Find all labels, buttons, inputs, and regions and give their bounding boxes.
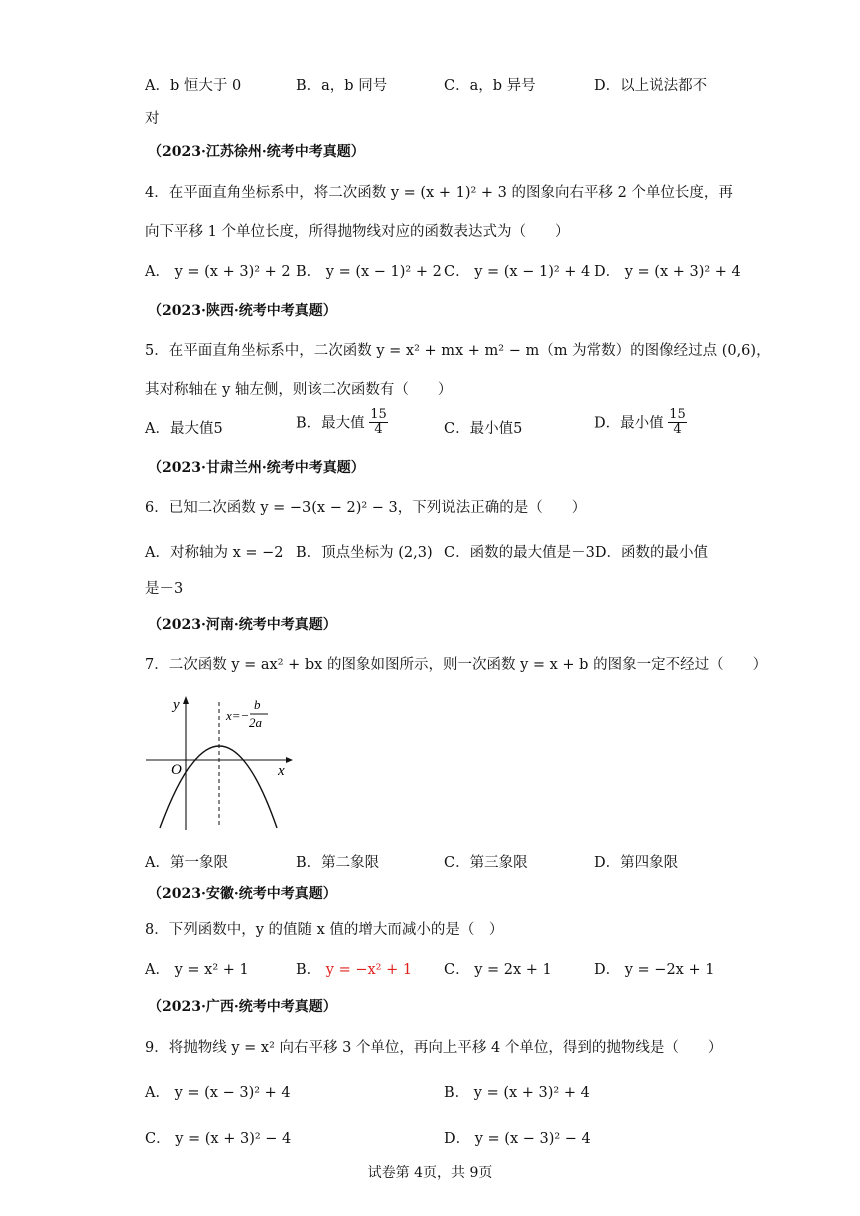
q8-option-c: C． y = 2x + 1 <box>444 962 552 978</box>
q4-option-d: D． y = (x + 3)² + 4 <box>594 264 741 280</box>
q9-option-a: A． y = (x − 3)² + 4 <box>145 1085 291 1101</box>
q5-option-b-fraction <box>369 408 388 436</box>
q8-option-a: A． y = x² + 1 <box>145 962 249 978</box>
q8-stem: 8．下列函数中，y 的值随 x 值的增大而减小的是（ ） <box>145 922 504 938</box>
q9-option-d: D． y = (x − 3)² − 4 <box>444 1131 591 1147</box>
q6-source: （2023·甘肃兰州·统考中考真题） <box>148 460 365 476</box>
q8-option-b-formula: y = −x² + 1 <box>325 962 413 978</box>
x-axis-label: x <box>278 763 285 779</box>
q5-option-a: A．最大值5 <box>145 421 223 437</box>
x-axis-arrow-icon <box>286 757 293 763</box>
q6-option-a: A．对称轴为 x = −2 <box>145 545 284 561</box>
fraction-numerator: 15 <box>669 407 686 422</box>
q8-option-b <box>296 958 412 979</box>
q5-option-b-label: B．最大值 <box>296 415 365 432</box>
fraction-numerator: 15 <box>370 407 387 422</box>
q7-option-a: A．第一象限 <box>145 855 228 871</box>
symmetry-axis-numerator: b <box>254 697 261 712</box>
q5-option-d-label: D．最小值 <box>594 415 664 432</box>
y-axis-arrow-icon <box>183 696 189 704</box>
q4-stem-line1: 4．在平面直角坐标系中，将二次函数 y = (x + 1)² + 3 的图象向右平移 2 个单位长度，再 <box>145 185 733 201</box>
q4-option-c: C． y = (x − 1)² + 4 <box>444 264 591 280</box>
symmetry-axis-denominator: 2a <box>249 715 262 730</box>
q3-option-c: C．a，b 异号 <box>444 78 536 94</box>
q6-stem: 6．已知二次函数 y = −3(x − 2)² − 3，下列说法正确的是（ ） <box>145 500 587 516</box>
q9-option-c: C． y = (x + 3)² − 4 <box>145 1131 292 1147</box>
q6-option-b: B．顶点坐标为 (2,3) <box>296 545 433 561</box>
q8-option-b-letter: B． <box>296 962 326 978</box>
q6-option-c-d: C．函数的最大值是－3D．函数的最小值 <box>444 545 708 561</box>
q5-source: （2023·陕西·统考中考真题） <box>148 303 337 319</box>
q4-option-a: A． y = (x + 3)² + 2 <box>145 264 291 280</box>
q7-option-b: B．第二象限 <box>296 855 380 871</box>
origin-label: O <box>171 762 182 778</box>
q4-source: （2023·江苏徐州·统考中考真题） <box>148 144 365 160</box>
q6-option-d-wrap: 是－3 <box>145 581 184 597</box>
q7-option-c: C．第三象限 <box>444 855 528 871</box>
q3-option-a: A．b 恒大于 0 <box>145 78 242 94</box>
q9-option-b: B． y = (x + 3)² + 4 <box>444 1085 590 1101</box>
q5-stem-line2: 其对称轴在 y 轴左侧，则该二次函数有（ ） <box>145 382 453 398</box>
q5-option-b <box>296 408 388 436</box>
q9-source: （2023·广西·统考中考真题） <box>148 999 337 1015</box>
q7-stem: 7．二次函数 y = ax² + bx 的图象如图所示，则一次函数 y = x + b 的图象一定不经过（ ） <box>145 657 768 673</box>
q3-option-b: B．a，b 同号 <box>296 78 388 94</box>
q4-stem-line2: 向下平移 1 个单位长度，所得抛物线对应的函数表达式为（ ） <box>145 224 570 240</box>
q8-option-d: D． y = −2x + 1 <box>594 962 715 978</box>
q3-option-d-wrap: 对 <box>145 111 160 127</box>
page-footer: 试卷第 4页，共 9页 <box>367 1165 493 1181</box>
q7-option-d: D．第四象限 <box>594 855 679 871</box>
q9-stem: 9．将抛物线 y = x² 向右平移 3 个单位，再向上平移 4 个单位，得到的抛物线是（ ） <box>145 1040 723 1056</box>
q3-option-d: D．以上说法都不 <box>594 78 708 94</box>
q7-parabola-graph <box>140 690 300 835</box>
q5-option-d <box>594 408 687 436</box>
q8-source: （2023·安徽·统考中考真题） <box>148 886 337 902</box>
q7-source: （2023·河南·统考中考真题） <box>148 617 337 633</box>
symmetry-axis-label: x=− <box>226 708 250 723</box>
q5-option-d-fraction <box>668 408 687 436</box>
q5-stem-line1: 5．在平面直角坐标系中，二次函数 y = x² + mx + m² − m（m 为常数）的图像经过点 (0,6)， <box>145 343 771 359</box>
q4-option-b: B． y = (x − 1)² + 2 <box>296 264 442 280</box>
y-axis-label: y <box>173 697 180 713</box>
fraction-denominator: 4 <box>673 421 682 437</box>
fraction-denominator: 4 <box>374 421 383 437</box>
q5-option-c: C．最小值5 <box>444 421 523 437</box>
